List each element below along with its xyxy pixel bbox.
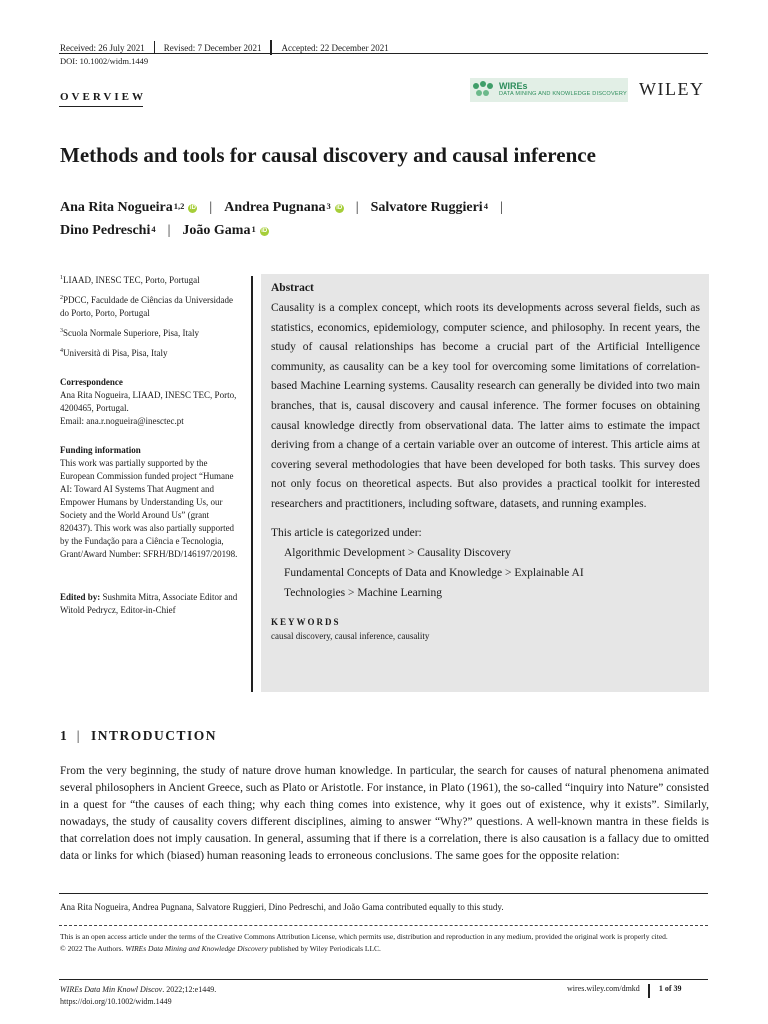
revised-date: Revised: 7 December 2021 <box>163 42 262 53</box>
categorized-heading: This article is categorized under: <box>271 526 422 539</box>
author-affiliation-sup: 1 <box>251 224 256 234</box>
orcid-icon[interactable]: iD <box>189 204 196 211</box>
wires-logo-mark <box>473 81 495 99</box>
correspondence-email[interactable]: Email: ana.r.nogueira@inesctec.pt <box>60 416 184 426</box>
footer-right <box>567 984 681 998</box>
footer-rule <box>59 979 708 980</box>
header-rule <box>59 53 708 54</box>
abstract-box <box>261 274 709 692</box>
wires-logo-text: WIREs <box>499 81 528 92</box>
edited-by: Edited by: Sushmita Mitra, Associate Editor and Witold Pedrycz, Editor-in-Chief <box>60 592 238 615</box>
section-heading-introduction: 1 | INTRODUCTION <box>60 728 217 743</box>
author-name: Salvatore Ruggieri <box>370 200 483 215</box>
author-name: Dino Pedreschi <box>60 223 151 238</box>
keywords-heading: KEYWORDS <box>271 616 341 627</box>
doi: DOI: 10.1002/widm.1449 <box>60 56 149 66</box>
affiliation: $^3$Scuola Normale Superiore, Pisa, Italy <box>60 328 199 338</box>
page-number: 1 of 39 <box>658 984 682 993</box>
footer-citation <box>60 984 216 1008</box>
orcid-icon[interactable]: iD <box>336 204 343 211</box>
author-line-2: Dino Pedreschi $^4$ | João Gama $^1$ iD <box>60 223 268 238</box>
left-column <box>60 272 240 617</box>
author-name: Ana Rita Nogueira <box>60 200 173 215</box>
affiliation: $^4$Università di Pisa, Pisa, Italy <box>60 348 168 358</box>
section-label: OVERVIEW <box>60 91 146 103</box>
author-affiliation-sup: 1,2 <box>173 201 185 211</box>
correspondence-text: Ana Rita Nogueira, LIAAD, INESC TEC, Porto, 4200465, Portugal. <box>60 390 237 413</box>
footer-site-link[interactable]: wires.wiley.com/dmkd <box>567 984 640 993</box>
author-affiliation-sup: 4 <box>151 224 156 234</box>
abstract-text: Causality is a complex concept, which roots its developments across several fields, such as statistics, economics, epidemiology, computer science, and philosophy. In recent years, the study of causal relationships has become a crucial part of the Artificial Intelligence community, as causality can be a key tool for overcoming some limitations of correlation-based Machine Learning systems. Causality research can generally be divided into two main branches, that is, causal discovery and causal inference. The former focuses on obtaining causal knowledge directly from observational data. The latter aims to estimate the impact deriving from a change of a certain variable over an outcome of interest. This article aims at covering several methodologies that have been developed for both tasks. This survey does not only focus on theoretical aspects. But also provides a practical toolkit for interested researchers and practitioners, including software, datasets, and running examples. <box>271 302 700 510</box>
section-number: 1 <box>60 728 67 743</box>
introduction-paragraph: From the very beginning, the study of nature drove human knowledge. In particular, the search for causes of natural phenomena animated several philosophers in Ancient Greece, such as Plato or Aristotle. For instance, in Plato (1961), the so-called “inquiry into Nature” consisted in a quest for “the causes of each thing; why each thing comes into existence, why it goes out of existence, why it exists”. Similarly, nowadays, the study of causality covers different disciplines, aiming to answer “Why?” questions. A well-known mantra in these fields is that correlation does not imply causation. In general, assuming that if there is a correlation, there is also causation is a fallacy due to omitted data or links for which (biased) human reasoning leads to erroneous conclusions. The same goes for the opposite relation: <box>60 765 709 862</box>
footnote-rule <box>59 893 708 894</box>
author-name: Andrea Pugnana <box>224 200 326 215</box>
orcid-icon[interactable]: iD <box>261 227 268 234</box>
correspondence-heading: Correspondence <box>60 377 123 387</box>
received-date: Received: 26 July 2021 <box>60 42 145 53</box>
author-affiliation-sup: 3 <box>326 201 331 211</box>
section-label-underline <box>59 106 143 107</box>
wires-logo <box>470 78 628 102</box>
footer-separator <box>648 984 650 998</box>
equal-contribution-footnote: Ana Rita Nogueira, Andrea Pugnana, Salvatore Ruggieri, Dino Pedreschi, and João Gama contributed equally to this study. <box>60 902 504 912</box>
category-item: Algorithmic Development > Causality Discovery <box>284 546 511 559</box>
author-affiliation-sup: 4 <box>483 201 488 211</box>
footer-journal: WIREs Data Min Knowl Discov <box>60 985 163 994</box>
license-text: This is an open access article under the terms of the Creative Commons Attribution License, which permits use, distribution and reproduction in any medium, provided the original work is properly cited. <box>60 932 668 941</box>
column-divider <box>251 276 253 692</box>
dashed-rule <box>59 925 708 926</box>
keywords-text: causal discovery, causal inference, causality <box>271 630 430 641</box>
category-item: Technologies > Machine Learning <box>284 586 443 599</box>
funding-heading: Funding information <box>60 445 141 455</box>
paper-title: Methods and tools for causal discovery and causal inference <box>60 143 596 167</box>
license-notice <box>60 931 710 954</box>
wiley-logo: WILEY <box>639 79 705 99</box>
author-line-1: Ana Rita Nogueira $^{1,2}$ iD | Andrea Pugnana $^3$ iD | Salvatore Ruggieri $^4$ | <box>60 200 503 215</box>
wires-logo-subtitle: DATA MINING AND KNOWLEDGE DISCOVERY <box>499 91 627 98</box>
author-name: João Gama <box>182 223 251 238</box>
section-title: INTRODUCTION <box>90 728 217 743</box>
affiliation: $^1$LIAAD, INESC TEC, Porto, Portugal <box>60 275 200 285</box>
affiliation: $^2$PDCC, Faculdade de Ciências da Universidade do Porto, Porto, Portugal <box>60 295 233 318</box>
footer-doi-link[interactable]: https://doi.org/10.1002/widm.1449 <box>60 997 172 1006</box>
footer-volume: . 2022;12:e1449. <box>162 985 217 994</box>
abstract-heading: Abstract <box>271 282 314 294</box>
category-item: Fundamental Concepts of Data and Knowledge > Explainable AI <box>284 566 584 579</box>
copyright-text: © 2022 The Authors. WIREs Data Mining and Knowledge Discovery published by Wiley Periodicals LLC. <box>60 943 381 953</box>
funding-text: This work was partially supported by the European Commission funded project “Humane AI: Toward AI Systems That Augment and Empower Humans by Understanding Us, our Society and the World Around Us” (grant 820437). This work was also partially supported by the Fundação para a Ciência e Tecnologia, Grant/Award Number: SFRH/BD/146197/20198. <box>60 458 238 559</box>
accepted-date: Accepted: 22 December 2021 <box>281 42 389 53</box>
